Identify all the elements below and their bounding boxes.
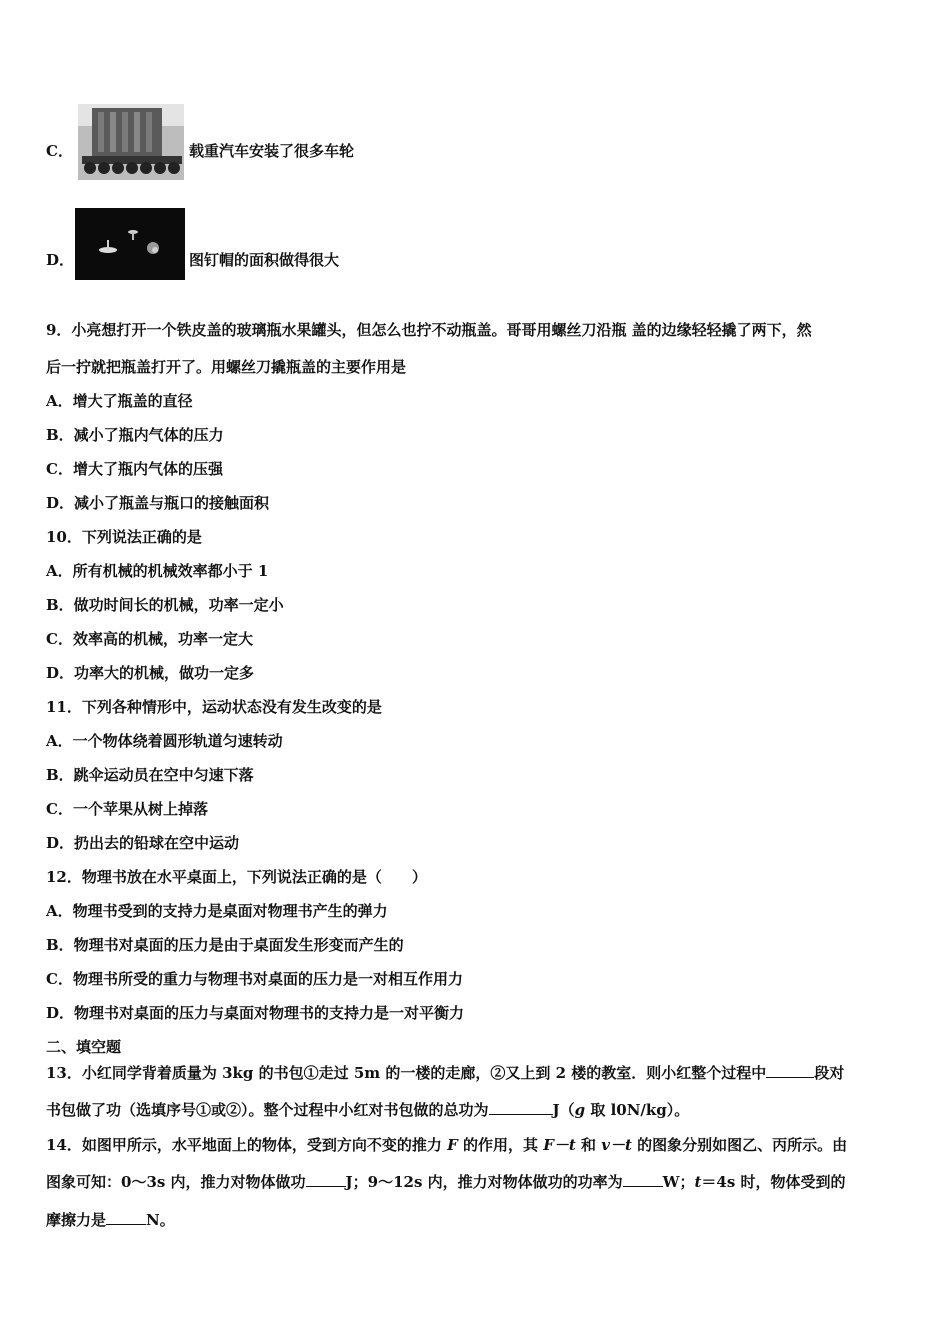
- q10-stem: 10．下列说法正确的是: [46, 528, 202, 546]
- q11-option-c: C．一个苹果从树上掉落: [46, 800, 208, 818]
- q12-stem: 12．物理书放在水平桌面上，下列说法正确的是（ ）: [46, 868, 427, 886]
- q14-blank-power[interactable]: [623, 1172, 663, 1187]
- q13-line1: [46, 1063, 844, 1083]
- q11-stem: 11．下列各种情形中，运动状态没有发生改变的是: [46, 698, 382, 716]
- q9-option-a: A．增大了瓶盖的直径: [46, 392, 193, 410]
- q9-stem-line1: 9．小亮想打开一个铁皮盖的玻璃瓶水果罐头，但怎么也拧不动瓶盖。哥哥用螺丝刀沿瓶 盖的边缘轻轻撬了两下，然: [46, 321, 812, 339]
- option-d-letter: D．: [46, 251, 75, 269]
- q14-line1-c: 和: [575, 1136, 602, 1154]
- q14-line2-a: 图象可知：0～3s 内，推力对物体做功: [46, 1173, 306, 1191]
- q13-blank-segment[interactable]: [766, 1063, 814, 1078]
- q14-line2: [46, 1172, 846, 1192]
- q13-blank-work[interactable]: [489, 1100, 553, 1115]
- q13-line1-text: 13．小红同学背着质量为 3kg 的书包①走过 5m 的一楼的走廊，②又上到 2 楼的教室．则小红整个过程中: [46, 1064, 767, 1082]
- truck-image: [78, 104, 184, 180]
- q9-option-c: C．增大了瓶内气体的压强: [46, 460, 223, 478]
- q14-line2-d: ＝4s 时，物体受到的: [701, 1173, 846, 1191]
- thumbtack-illustration: [75, 208, 185, 280]
- q11-option-a: A．一个物体绕着圆形轨道匀速转动: [46, 732, 283, 750]
- q14-line3: [46, 1210, 175, 1230]
- q9-option-d: D．减小了瓶盖与瓶口的接触面积: [46, 494, 270, 512]
- q13-line2-unit: J（: [552, 1101, 575, 1119]
- q14-vt-symbol: v－t: [601, 1136, 632, 1154]
- q10-option-a: A．所有机械的机械效率都小于 1: [46, 562, 269, 580]
- q10-option-b: B．做功时间长的机械，功率一定小: [46, 596, 284, 614]
- q13-line1-tail: 段对: [814, 1064, 845, 1082]
- q12-option-a: A．物理书受到的支持力是桌面对物理书产生的弹力: [46, 902, 388, 920]
- q9-option-b: B．减小了瓶内气体的压力: [46, 426, 224, 444]
- q12-option-c: C．物理书所受的重力与物理书对桌面的压力是一对相互作用力: [46, 970, 463, 988]
- q12-option-d: D．物理书对桌面的压力与桌面对物理书的支持力是一对平衡力: [46, 1004, 465, 1022]
- q13-line2-text: 书包做了功（选填序号①或②）。整个过程中小红对书包做的总功为: [46, 1101, 489, 1119]
- q10-option-d: D．功率大的机械，做功一定多: [46, 664, 255, 682]
- q10-option-c: C．效率高的机械，功率一定大: [46, 630, 253, 648]
- q14-line1: [46, 1135, 847, 1155]
- q14-line1-b: 的作用，其: [457, 1136, 544, 1154]
- q11-option-d: D．扔出去的铅球在空中运动: [46, 834, 240, 852]
- q14-Ft-symbol: F－t: [543, 1136, 576, 1154]
- q14-t-symbol: t: [694, 1173, 702, 1191]
- q11-option-b: B．跳伞运动员在空中匀速下落: [46, 766, 254, 784]
- q14-line3-a: 摩擦力是: [46, 1211, 107, 1229]
- q14-line1-a: 14．如图甲所示，水平地面上的物体，受到方向不变的推力: [46, 1136, 448, 1154]
- option-d-caption: 图钉帽的面积做得很大: [189, 251, 340, 269]
- section-heading-fill-in: 二、填空题: [46, 1038, 122, 1056]
- q12-option-b: B．物理书对桌面的压力是由于桌面发生形变而产生的: [46, 936, 404, 954]
- thumbtack-image: [75, 208, 185, 280]
- q9-stem-line2: 后一拧就把瓶盖打开了。用螺丝刀撬瓶盖的主要作用是: [46, 358, 407, 376]
- q14-line1-d: 的图象分别如图乙、丙所示。由: [631, 1136, 848, 1154]
- q14-line3-b: N。: [146, 1211, 175, 1229]
- q13-line2: [46, 1100, 689, 1120]
- q14-F-symbol: F: [447, 1136, 458, 1154]
- option-c-caption: 载重汽车安装了很多车轮: [189, 142, 355, 160]
- q14-blank-work[interactable]: [306, 1172, 346, 1187]
- q14-line2-b: J；9～12s 内，推力对物体做功的功率为: [345, 1173, 623, 1191]
- q14-line2-c: W；: [662, 1173, 695, 1191]
- q13-g-symbol: g: [574, 1101, 586, 1119]
- truck-illustration: [78, 104, 184, 180]
- q13-line2-tail: 取 l0N/kg）。: [585, 1101, 690, 1119]
- option-c-letter: C．: [46, 142, 73, 160]
- q14-blank-friction[interactable]: [106, 1210, 146, 1225]
